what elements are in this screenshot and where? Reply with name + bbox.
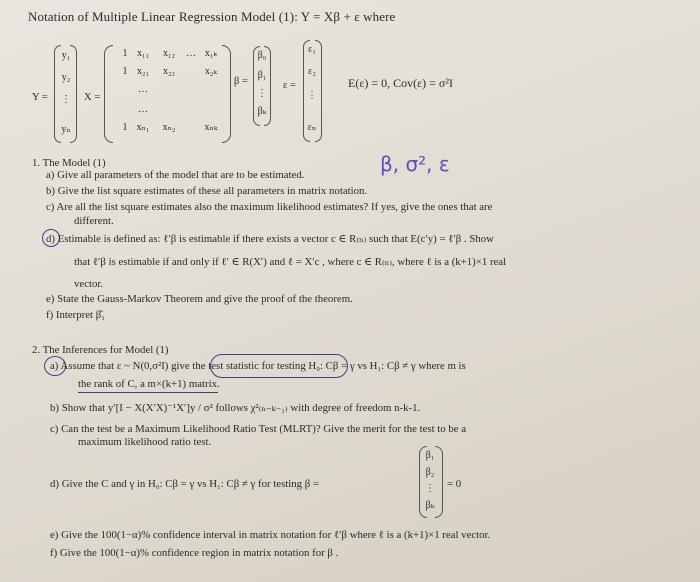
beta-entry: β₁ [257, 70, 267, 81]
y-entry: y₂ [61, 72, 71, 83]
q1f: f) Interpret β̂₁ [46, 309, 106, 321]
x-matrix-cell: xₙ₁ [136, 122, 150, 133]
eps-label: ε = [283, 80, 296, 91]
y-entry: ⋮ [61, 94, 71, 105]
page-title: Notation of Multiple Linear Regression Model (1): Y = Xβ + ε where [28, 9, 396, 24]
x-matrix-cell: xₙ₂ [162, 122, 176, 133]
beta-entry: βₖ [257, 106, 267, 117]
q1d-line2: that ℓ′β is estimable if and only if ℓ′ ∈ R(X′) and ℓ = X′c , where c ∈ R₍ₙ₎, where ℓ is a (k+1)×1 real [74, 256, 507, 268]
x-matrix-cell: x₂₁ [137, 66, 149, 77]
y-entry: y₁ [61, 50, 71, 61]
eps-entry: εₙ [307, 122, 317, 133]
eps-entry: ε₂ [308, 66, 316, 77]
dvec-entry: β₂ [425, 467, 435, 478]
q2c-line1: c) Can the test be a Maximum Likelihood Ratio Test (MLRT)? Give the merit for the test to be a [50, 423, 467, 435]
x-left-paren [104, 45, 113, 143]
x-matrix-cell: x₁ₖ [204, 48, 218, 59]
x-matrix-cell: 1 [122, 122, 128, 133]
x-label: X = [84, 92, 101, 103]
dvec-entry: βₖ [425, 500, 435, 511]
x-matrix-cell: x₂ₖ [204, 66, 218, 77]
y-label: Y = [32, 92, 48, 103]
x-matrix-cell: x₂₂ [163, 66, 175, 77]
x-matrix-cell: … [186, 48, 196, 59]
q1d-line3: vector. [74, 278, 104, 290]
q1c-line2: different. [74, 215, 114, 227]
dvec-equals-zero: = 0 [447, 478, 462, 490]
x-matrix-cell: … [138, 84, 148, 95]
q1e: e) State the Gauss-Markov Theorem and give the proof of the theorem. [46, 293, 353, 305]
beta-entry: β₀ [257, 50, 267, 61]
beta-label: β = [234, 76, 248, 87]
x-matrix-cell: xₙₖ [204, 122, 218, 133]
eps-entry: ε₁ [308, 44, 316, 55]
q2e: e) Give the 100(1−α)% confidence interval in matrix notation for ℓ′β where ℓ is a (k+1)×1 real vector. [50, 529, 491, 541]
section2-heading: 2. The Inferences for Model (1) [32, 344, 169, 356]
x-matrix-cell: 1 [122, 66, 128, 77]
q1d-line1: d) Estimable is defined as: ℓ′β is estimable if there exists a vector c ∈ R₍ₙ₎ such that E(c′y) = ℓ′β . Show [46, 233, 494, 245]
rank-underline-mark [78, 392, 218, 393]
dvec-entry: ⋮ [425, 483, 435, 494]
x-right-paren [222, 45, 231, 143]
section1-heading: 1. The Model (1) [32, 157, 106, 169]
eps-entry: ⋮ [307, 90, 317, 101]
x-matrix-cell: x₁₁ [137, 48, 149, 59]
x-matrix-cell: 1 [122, 48, 128, 59]
x-matrix-cell: … [138, 104, 148, 115]
q1c-line1: c) Are all the list square estimates also the maximum likelihood estimates? If yes, give the ones that are [46, 201, 493, 213]
q2c-line2: maximum likelihood ratio test. [78, 436, 212, 448]
beta-entry: ⋮ [257, 88, 267, 99]
moments-text: E(ε) = 0, Cov(ε) = σ²I [348, 76, 453, 90]
q2a-line2: the rank of C, a m×(k+1) matrix. [78, 378, 220, 390]
dvec-entry: β₁ [425, 450, 435, 461]
q2f: f) Give the 100(1−α)% confidence region in matrix notation for β . [50, 547, 339, 559]
y-entry: yₙ [61, 124, 71, 135]
q1b: b) Give the list square estimates of these all parameters in matrix notation. [46, 185, 368, 197]
q2a-line1: a) Assume that ε ~ N(0,σ²I) give the test statistic for testing H₀: Cβ = γ vs H₁: Cβ ≠ γ where m is [50, 360, 466, 372]
x-matrix-cell: x₁₂ [163, 48, 175, 59]
q2b: b) Show that y′[I − X(X′X)⁻¹X′]y / σ² follows χ²₍ₙ₋ₖ₋₁₎ with degree of freedom n-k-1. [50, 402, 421, 414]
handwritten-answer: β, σ², ε [380, 152, 450, 176]
q1a: a) Give all parameters of the model that are to be estimated. [46, 169, 305, 181]
q2d: d) Give the C and γ in H₀: Cβ = γ vs H₁: Cβ ≠ γ for testing β = [50, 478, 320, 490]
